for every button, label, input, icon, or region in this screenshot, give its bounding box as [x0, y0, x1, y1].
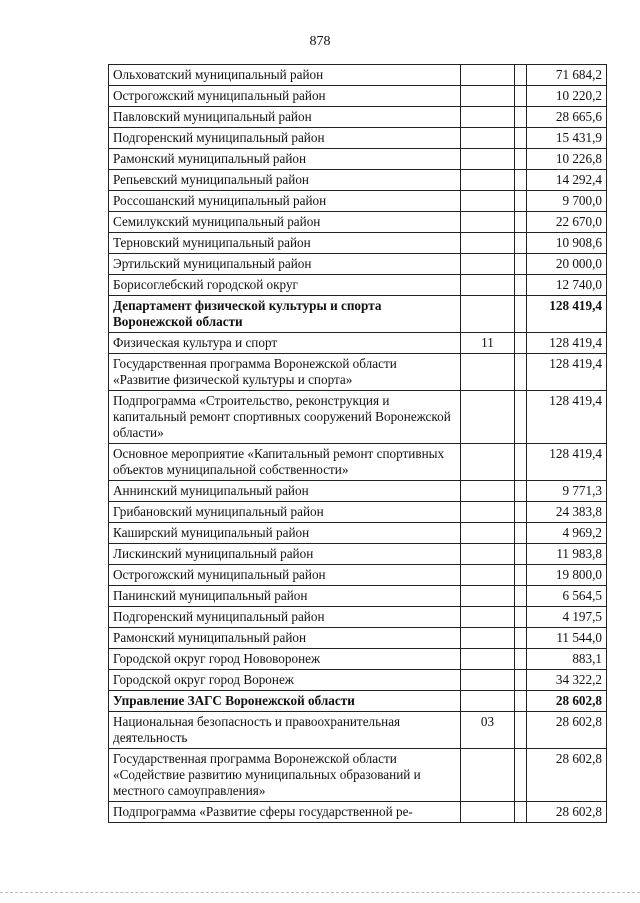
row-name-cell: Национальная безопасность и правоохранительная деятельность — [109, 712, 461, 749]
spacer-cell — [515, 65, 527, 86]
amount-cell: 14 292,4 — [527, 170, 607, 191]
spacer-cell — [515, 170, 527, 191]
row-name-cell: Физическая культура и спорт — [109, 333, 461, 354]
row-name-cell: Эртильский муниципальный район — [109, 254, 461, 275]
spacer-cell — [515, 586, 527, 607]
table-row — [109, 628, 607, 649]
amount-cell: 28 602,8 — [527, 802, 607, 823]
table-row — [109, 444, 607, 481]
section-code-cell — [461, 212, 515, 233]
budget-table-body — [109, 65, 607, 823]
spacer-cell — [515, 802, 527, 823]
section-code-cell — [461, 275, 515, 296]
section-code-cell — [461, 296, 515, 333]
spacer-cell — [515, 86, 527, 107]
row-name-cell: Аннинский муниципальный район — [109, 481, 461, 502]
spacer-cell — [515, 149, 527, 170]
amount-cell: 20 000,0 — [527, 254, 607, 275]
spacer-cell — [515, 128, 527, 149]
row-name-cell: Павловский муниципальный район — [109, 107, 461, 128]
row-name-cell: Рамонский муниципальный район — [109, 628, 461, 649]
amount-cell: 24 383,8 — [527, 502, 607, 523]
amount-cell: 128 419,4 — [527, 444, 607, 481]
amount-cell: 9 700,0 — [527, 191, 607, 212]
table-row — [109, 354, 607, 391]
section-code-cell — [461, 523, 515, 544]
amount-cell: 10 220,2 — [527, 86, 607, 107]
spacer-cell — [515, 628, 527, 649]
section-code-cell — [461, 128, 515, 149]
spacer-cell — [515, 107, 527, 128]
section-code-cell — [461, 565, 515, 586]
amount-cell: 28 602,8 — [527, 749, 607, 802]
spacer-cell — [515, 607, 527, 628]
spacer-cell — [515, 481, 527, 502]
section-code-cell — [461, 649, 515, 670]
spacer-cell — [515, 749, 527, 802]
row-name-cell: Городской округ город Нововоронеж — [109, 649, 461, 670]
page-bottom-divider — [0, 892, 640, 893]
page-number: 878 — [309, 34, 331, 49]
section-code-cell: 03 — [461, 712, 515, 749]
row-name-cell: Подпрограмма «Строительство, реконструкция и капитальный ремонт спортивных сооружений Воронежской области» — [109, 391, 461, 444]
table-row — [109, 649, 607, 670]
table-row — [109, 586, 607, 607]
section-code-cell — [461, 586, 515, 607]
section-code-cell — [461, 391, 515, 444]
spacer-cell — [515, 233, 527, 254]
table-row — [109, 502, 607, 523]
section-code-cell — [461, 233, 515, 254]
amount-cell: 12 740,0 — [527, 275, 607, 296]
table-row — [109, 802, 607, 823]
section-code-cell — [461, 149, 515, 170]
spacer-cell — [515, 391, 527, 444]
section-code-cell — [461, 444, 515, 481]
spacer-cell — [515, 212, 527, 233]
amount-cell: 28 602,8 — [527, 712, 607, 749]
table-row — [109, 170, 607, 191]
amount-cell: 128 419,4 — [527, 333, 607, 354]
row-name-cell: Департамент физической культуры и спорта Воронежской области — [109, 296, 461, 333]
amount-cell: 883,1 — [527, 649, 607, 670]
row-name-cell: Основное мероприятие «Капитальный ремонт спортивных объектов муниципальной собственности» — [109, 444, 461, 481]
table-row — [109, 333, 607, 354]
amount-cell: 128 419,4 — [527, 354, 607, 391]
table-row — [109, 391, 607, 444]
section-code-cell — [461, 354, 515, 391]
table-row — [109, 107, 607, 128]
row-name-cell: Острогожский муниципальный район — [109, 86, 461, 107]
table-row — [109, 565, 607, 586]
table-row — [109, 670, 607, 691]
table-row — [109, 607, 607, 628]
amount-cell: 128 419,4 — [527, 296, 607, 333]
row-name-cell: Подгоренский муниципальный район — [109, 128, 461, 149]
spacer-cell — [515, 670, 527, 691]
table-row — [109, 712, 607, 749]
section-code-cell — [461, 502, 515, 523]
spacer-cell — [515, 712, 527, 749]
row-name-cell: Подгоренский муниципальный район — [109, 607, 461, 628]
table-row — [109, 212, 607, 233]
table-row — [109, 86, 607, 107]
spacer-cell — [515, 649, 527, 670]
table-row — [109, 523, 607, 544]
section-code-cell — [461, 749, 515, 802]
table-row — [109, 749, 607, 802]
row-name-cell: Ольховатский муниципальный район — [109, 65, 461, 86]
section-code-cell — [461, 170, 515, 191]
spacer-cell — [515, 354, 527, 391]
row-name-cell: Панинский муниципальный район — [109, 586, 461, 607]
table-row — [109, 254, 607, 275]
row-name-cell: Каширский муниципальный район — [109, 523, 461, 544]
section-code-cell — [461, 65, 515, 86]
row-name-cell: Подпрограмма «Развитие сферы государственной ре- — [109, 802, 461, 823]
amount-cell: 10 226,8 — [527, 149, 607, 170]
section-code-cell — [461, 628, 515, 649]
amount-cell: 4 969,2 — [527, 523, 607, 544]
section-code-cell — [461, 670, 515, 691]
amount-cell: 4 197,5 — [527, 607, 607, 628]
section-code-cell — [461, 481, 515, 502]
amount-cell: 19 800,0 — [527, 565, 607, 586]
amount-cell: 11 983,8 — [527, 544, 607, 565]
amount-cell: 22 670,0 — [527, 212, 607, 233]
spacer-cell — [515, 191, 527, 212]
spacer-cell — [515, 565, 527, 586]
table-row — [109, 544, 607, 565]
spacer-cell — [515, 275, 527, 296]
section-code-cell: 11 — [461, 333, 515, 354]
row-name-cell: Лискинский муниципальный район — [109, 544, 461, 565]
section-code-cell — [461, 691, 515, 712]
section-code-cell — [461, 254, 515, 275]
section-code-cell — [461, 544, 515, 565]
row-name-cell: Репьевский муниципальный район — [109, 170, 461, 191]
budget-table — [108, 64, 607, 823]
row-name-cell: Государственная программа Воронежской области «Развитие физической культуры и спорта» — [109, 354, 461, 391]
section-code-cell — [461, 86, 515, 107]
row-name-cell: Россошанский муниципальный район — [109, 191, 461, 212]
table-row — [109, 128, 607, 149]
amount-cell: 128 419,4 — [527, 391, 607, 444]
row-name-cell: Грибановский муниципальный район — [109, 502, 461, 523]
row-name-cell: Острогожский муниципальный район — [109, 565, 461, 586]
row-name-cell: Борисоглебский городской округ — [109, 275, 461, 296]
section-code-cell — [461, 802, 515, 823]
spacer-cell — [515, 444, 527, 481]
row-name-cell: Городской округ город Воронеж — [109, 670, 461, 691]
amount-cell: 6 564,5 — [527, 586, 607, 607]
section-code-cell — [461, 107, 515, 128]
table-row — [109, 691, 607, 712]
row-name-cell: Терновский муниципальный район — [109, 233, 461, 254]
amount-cell: 10 908,6 — [527, 233, 607, 254]
table-row — [109, 233, 607, 254]
table-row — [109, 481, 607, 502]
amount-cell: 9 771,3 — [527, 481, 607, 502]
row-name-cell: Управление ЗАГС Воронежской области — [109, 691, 461, 712]
amount-cell: 71 684,2 — [527, 65, 607, 86]
table-row — [109, 149, 607, 170]
section-code-cell — [461, 607, 515, 628]
table-row — [109, 275, 607, 296]
table-row — [109, 65, 607, 86]
amount-cell: 11 544,0 — [527, 628, 607, 649]
row-name-cell: Семилукский муниципальный район — [109, 212, 461, 233]
spacer-cell — [515, 333, 527, 354]
section-code-cell — [461, 191, 515, 212]
table-row — [109, 296, 607, 333]
spacer-cell — [515, 691, 527, 712]
spacer-cell — [515, 523, 527, 544]
spacer-cell — [515, 254, 527, 275]
amount-cell: 15 431,9 — [527, 128, 607, 149]
spacer-cell — [515, 544, 527, 565]
row-name-cell: Рамонский муниципальный район — [109, 149, 461, 170]
amount-cell: 28 665,6 — [527, 107, 607, 128]
spacer-cell — [515, 296, 527, 333]
spacer-cell — [515, 502, 527, 523]
amount-cell: 28 602,8 — [527, 691, 607, 712]
table-row — [109, 191, 607, 212]
row-name-cell: Государственная программа Воронежской области «Содействие развитию муниципальных образований и местного самоуправления» — [109, 749, 461, 802]
amount-cell: 34 322,2 — [527, 670, 607, 691]
